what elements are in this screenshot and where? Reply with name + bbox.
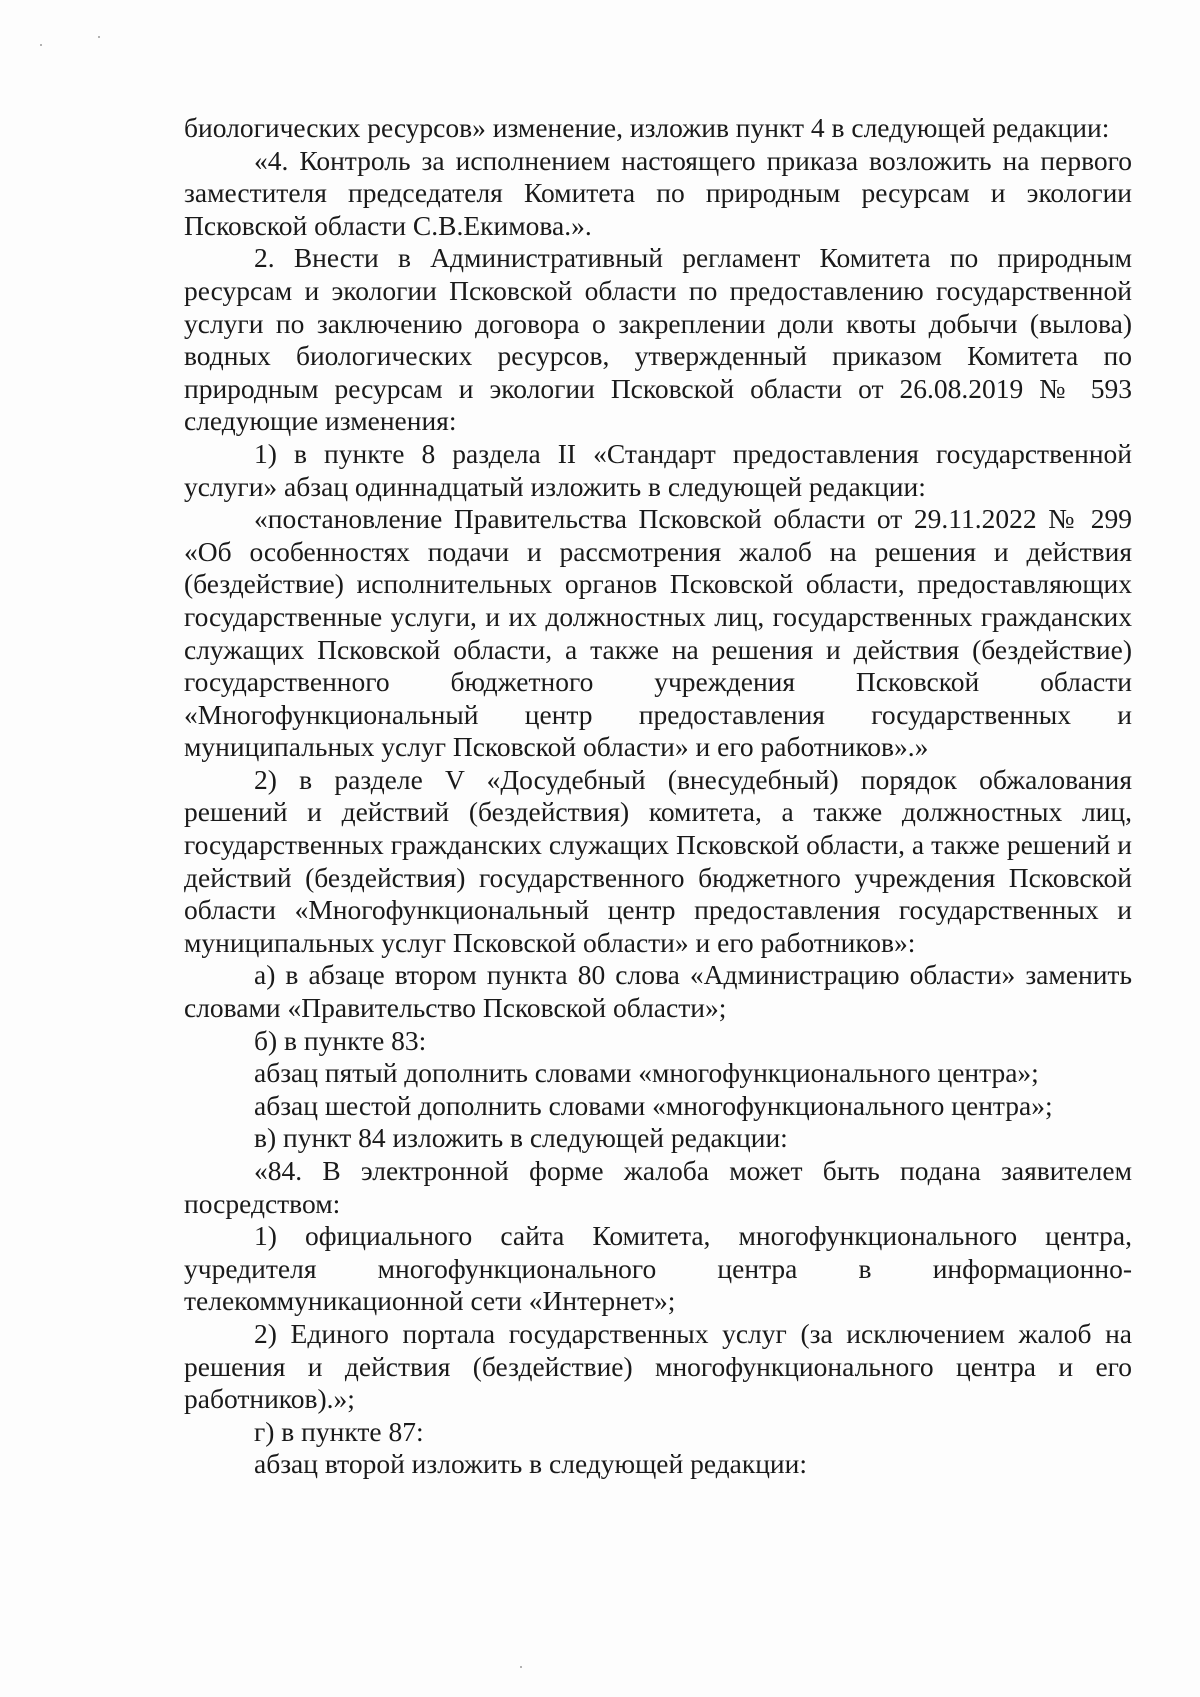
paragraph-abzac-5: абзац пятый дополнить словами «многофункционального центра»; — [254, 1057, 1039, 1089]
scan-speck — [520, 1666, 522, 1668]
paragraph-subpoint-a: а) в абзаце втором пункта 80 слова «Администрацию области» заменить словами «Правительство Псковской области»; — [184, 959, 1132, 1024]
paragraph-subpoint-b: б) в пункте 83: — [254, 1024, 427, 1056]
paragraph-quoted-resolution: «постановление Правительства Псковской области от 29.11.2022 № 299 «Об особенностях подачи и рассмотрения жалоб на решения и действия (бездействие) исполнительных органов Псковской области, предоставляющих государственные услуги, и их должностных лиц, государственных гражданских служащих Псковской области, а также на решения и действия (бездействие) государственного бюджетного учреждения Псковской области «Многофункциональный центр предоставления государственных и муниципальных услуг Псковской области» и его работников».» — [184, 503, 1132, 763]
paragraph-item-84-1: 1) официального сайта Комитета, многофункционального центра, учредителя многофункционального центра в информационно-телекоммуникационной сети «Интернет»; — [184, 1220, 1132, 1317]
scan-speck — [40, 44, 42, 46]
paragraph-abzac-6: абзац шестой дополнить словами «многофункционального центра»; — [254, 1089, 1053, 1121]
paragraph-item-84: «84. В электронной форме жалоба может быть подана заявителем посредством: — [184, 1155, 1132, 1219]
paragraph-abzac-2: абзац второй изложить в следующей редакции: — [254, 1448, 808, 1480]
paragraph-subpoint-v: в) пункт 84 изложить в следующей редакции: — [254, 1122, 788, 1154]
paragraph-continuation: биологических ресурсов» изменение, изложив пункт 4 в следующей редакции: — [184, 112, 1110, 143]
paragraph-subpoint-g: г) в пункте 87: — [254, 1415, 424, 1447]
paragraph-item-4-text: «4. Контроль за исполнением настоящего приказа возложить на первого заместителя председателя Комитета по природным ресурсам и экологии Псковской области С.В.Екимова.». — [184, 144, 1132, 241]
paragraph-item-84-2: 2) Единого портала государственных услуг (за исключением жалоб на решения и действия (бездействие) многофункционального центра и его работников).»; — [184, 1317, 1132, 1415]
paragraph-subpoint-2: 2) в разделе V «Досудебный (внесудебный) порядок обжалования решений и действий (бездействия) комитета, а также должностных лиц, государственных гражданских служащих Псковской области, а также решений и действий (бездействия) государственного бюджетного учреждения Псковской области «Многофункциональный центр предоставления государственных и муниципальных услуг Псковской области» и его работников»: — [184, 763, 1132, 958]
paragraph-point-2: 2. Внести в Административный регламент Комитета по природным ресурсам и экологии Псковской области по предоставлению государственной услуги по заключению договора о закреплении доли квоты добычи (вылова) водных биологических ресурсов, утвержденный приказом Комитета по природным ресурсам и экологии Псковской области от 26.08.2019 № 593 следующие изменения: — [184, 242, 1132, 437]
scan-speck — [98, 36, 100, 38]
document-body — [184, 112, 1132, 1481]
paragraph-subpoint-1: 1) в пункте 8 раздела II «Стандарт предоставления государственной услуги» абзац одиннадцатый изложить в следующей редакции: — [184, 437, 1132, 502]
